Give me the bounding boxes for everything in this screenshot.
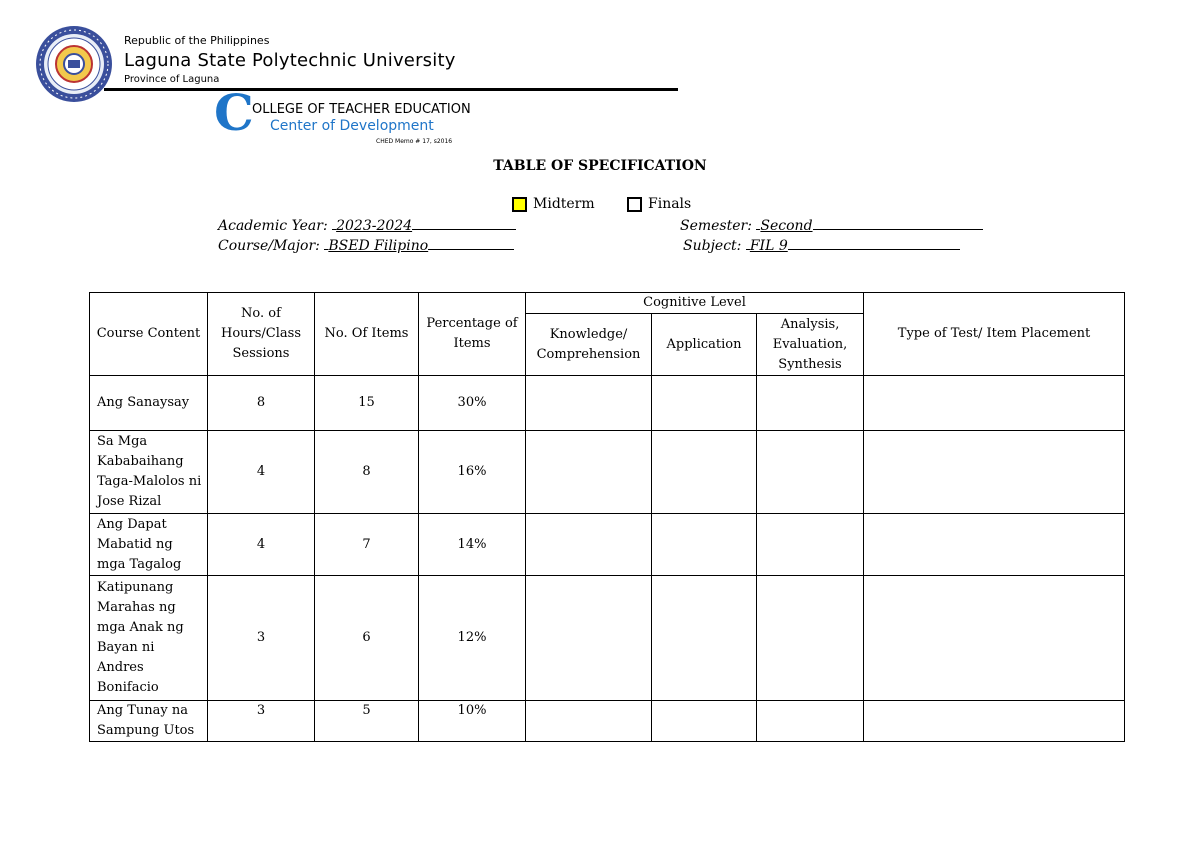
- header-divider: [104, 88, 678, 91]
- row-content: Ang Dapat Mabatid ng mga Tagalog: [90, 514, 208, 576]
- row-application-cell: [652, 576, 757, 701]
- row-knowledge-cell: [526, 376, 652, 431]
- province-text: Province of Laguna: [124, 74, 220, 85]
- row-hours: 3: [208, 576, 315, 701]
- course-major-label: Course/Major:: [218, 238, 320, 254]
- republic-text: Republic of the Philippines: [124, 34, 270, 47]
- table-row: [90, 576, 1125, 701]
- row-items: 8: [315, 431, 419, 514]
- midterm-label: Midterm: [533, 196, 595, 212]
- row-items: 6: [315, 576, 419, 701]
- header-type-of-test: Type of Test/ Item Placement: [864, 293, 1125, 376]
- row-knowledge-cell: [526, 701, 652, 742]
- header-application: Application: [652, 314, 757, 376]
- university-name: Laguna State Polytechnic University: [124, 50, 456, 71]
- header-knowledge: Knowledge/ Comprehension: [526, 314, 652, 376]
- row-knowledge-cell: [526, 576, 652, 701]
- row-percentage: 30%: [419, 376, 526, 431]
- row-items: 7: [315, 514, 419, 576]
- college-name: OLLEGE OF TEACHER EDUCATION: [252, 102, 471, 117]
- header-cognitive-level: Cognitive Level: [526, 293, 864, 314]
- header-hours: No. of Hours/Class Sessions: [208, 293, 315, 376]
- midterm-option[interactable]: [512, 196, 595, 212]
- row-analysis-cell: [757, 576, 864, 701]
- row-knowledge-cell: [526, 431, 652, 514]
- document-title: TABLE OF SPECIFICATION: [493, 158, 707, 174]
- header-analysis: Analysis, Evaluation, Synthesis: [757, 314, 864, 376]
- finals-checkbox[interactable]: [627, 197, 642, 212]
- row-analysis-cell: [757, 514, 864, 576]
- row-analysis-cell: [757, 376, 864, 431]
- semester-label: Semester:: [680, 218, 752, 234]
- row-content: Ang Sanaysay: [90, 376, 208, 431]
- center-of-development: Center of Development: [270, 118, 434, 134]
- academic-year-field: [218, 216, 516, 234]
- academic-year-label: Academic Year:: [218, 218, 328, 234]
- midterm-checkbox[interactable]: [512, 197, 527, 212]
- header-items: No. Of Items: [315, 293, 419, 376]
- row-hours: 4: [208, 514, 315, 576]
- row-content: Sa Mga Kababaihang Taga-Malolos ni Jose Rizal: [90, 431, 208, 514]
- row-hours: 3: [208, 701, 315, 742]
- row-percentage: 14%: [419, 514, 526, 576]
- college-logo-letter: C: [214, 83, 254, 142]
- row-items: 5: [315, 701, 419, 742]
- row-application-cell: [652, 701, 757, 742]
- semester-field: [680, 216, 983, 234]
- header-percentage: Percentage of Items: [419, 293, 526, 376]
- finals-label: Finals: [648, 196, 692, 212]
- table-row: [90, 431, 1125, 514]
- specification-table: [89, 292, 1125, 742]
- table-row: [90, 514, 1125, 576]
- row-application-cell: [652, 376, 757, 431]
- header-course-content: Course Content: [90, 293, 208, 376]
- row-application-cell: [652, 514, 757, 576]
- row-items: 15: [315, 376, 419, 431]
- row-type-cell: [864, 576, 1125, 701]
- subject-value: FIL 9: [749, 238, 788, 254]
- table-row: [90, 701, 1125, 742]
- row-hours: 4: [208, 431, 315, 514]
- subject-label: Subject:: [683, 238, 742, 254]
- row-content: Ang Tunay na Sampung Utos: [90, 701, 208, 742]
- row-hours: 8: [208, 376, 315, 431]
- course-major-field: [218, 236, 514, 254]
- finals-option[interactable]: [627, 196, 691, 212]
- row-knowledge-cell: [526, 514, 652, 576]
- ched-memo: CHED Memo # 17, s2016: [376, 138, 453, 145]
- row-content: Katipunang Marahas ng mga Anak ng Bayan ni Andres Bonifacio: [90, 576, 208, 701]
- row-analysis-cell: [757, 431, 864, 514]
- row-application-cell: [652, 431, 757, 514]
- row-percentage: 10%: [419, 701, 526, 742]
- semester-value: Second: [760, 218, 813, 234]
- row-percentage: 16%: [419, 431, 526, 514]
- row-analysis-cell: [757, 701, 864, 742]
- course-major-value: BSED Filipino: [328, 238, 429, 254]
- row-type-cell: [864, 431, 1125, 514]
- row-type-cell: [864, 376, 1125, 431]
- table-row: [90, 376, 1125, 431]
- row-type-cell: [864, 514, 1125, 576]
- row-type-cell: [864, 701, 1125, 742]
- subject-field: [683, 236, 960, 254]
- row-percentage: 12%: [419, 576, 526, 701]
- academic-year-value: 2023-2024: [336, 218, 413, 234]
- university-seal-icon: [34, 24, 114, 104]
